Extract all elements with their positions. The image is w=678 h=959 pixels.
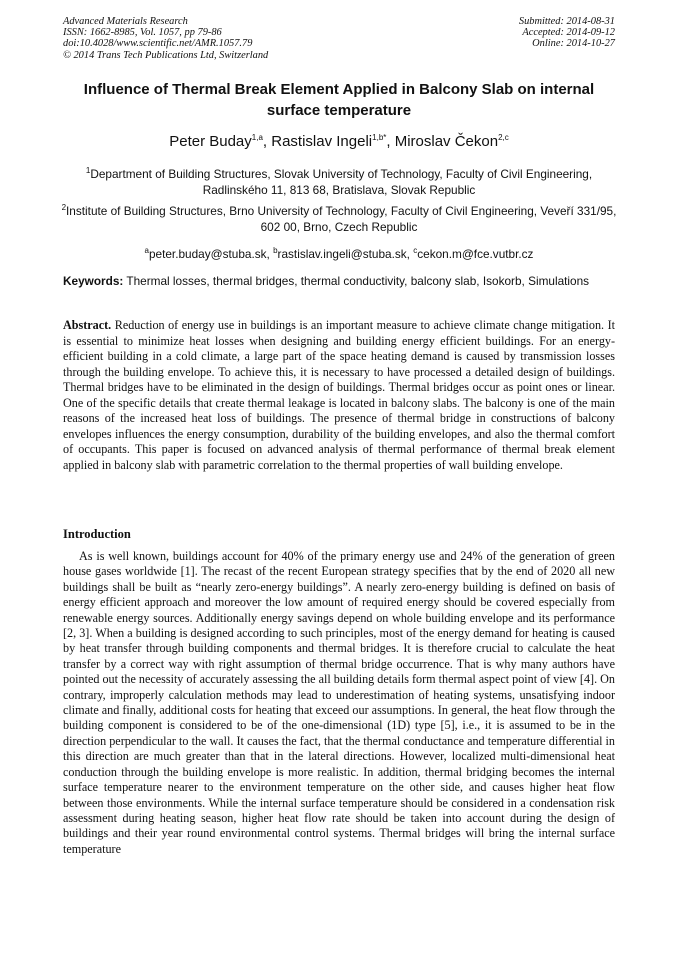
- author-name: Miroslav Čekon: [394, 133, 499, 150]
- accepted-date: Accepted: 2014-09-12: [522, 27, 615, 39]
- author-emails: [56, 246, 622, 262]
- submitted-date: Submitted: 2014-08-31: [518, 16, 615, 27]
- author-name: Rastislav Ingeli: [271, 133, 373, 150]
- issn-line: ISSN: 1662-8985, Vol. 1057, pp 79-86: [63, 27, 222, 39]
- email-mark: a: [144, 246, 149, 256]
- keywords-text: Thermal losses, thermal bridges, thermal conductivity, balcony slab, Isokorb, Simulations: [123, 274, 590, 288]
- keywords-section: [63, 273, 615, 289]
- journal-header-right: [519, 16, 615, 50]
- affiliation-number: 1: [85, 166, 91, 176]
- author-list: [56, 132, 622, 152]
- paper-title: Influence of Thermal Break Element Applied in Balcony Slab on internal surface temperature: [83, 81, 595, 119]
- author-separator: ,: [262, 133, 272, 150]
- affiliation-2: [60, 203, 618, 235]
- abstract-section: [63, 318, 615, 473]
- email-mark: b: [273, 246, 278, 256]
- introduction-body: As is well known, buildings account for 40% of the primary energy use and 24% of the generation of green house gases worldwide [1]. The recast of the recent European strategy specifies that by the end of 2020 all new buildings shall be built as “nearly zero-energy buildings”. A nearly zero-energy building is defined on basis of energy efficient approach and moreover the low amount of required energy should be covered especially from renewable energy sources. Additionally energy savings depend on whole building envelope and its performance [2, 3]. When a building is designed according to such principles, most of the energy demand for heating is caused by heat transfer through building components and thermal bridges. It is therefore crucial to calculate the heat transfer by a correct way with right assumption of thermal bridge occurrence. That is why many authors have pointed out the necessity of accurately assessing the all building details form thermal aspect point of view [4]. On contrary, improperly calculation methods may lead to underestimation of heating systems, unsatisfying indoor climate and finally, additional costs for heating that exceed our assumptions. In general, the heat flow through the building component is considered to be of the one-dimensional (1D) type [5], i.e., it is assumed to be in the direction perpendicular to the wall. It causes the fact, that the thermal conductance and temperature differential in this direction are much greater than that in the lateral directions. However, localized multi-dimensional heat conduction through the building envelope is more realistic. In addition, thermal bridging becomes the internal surface temperature nearer to the environment temperature on the other side, and causes higher heat flow between those environments. While the internal surface temperature should be considered in a condensation risk assessment during heating season, higher heat flow rate should be taken into account during the design of buildings and their year round environmental control systems. Thermal bridges will bring the internal surface temperature: [63, 549, 615, 856]
- author-name: Peter Buday: [169, 133, 252, 150]
- introduction-heading: Introduction: [63, 527, 131, 541]
- author-affiliation-mark: 1,a: [251, 133, 263, 142]
- online-date: Online: 2014-10-27: [532, 38, 615, 50]
- affiliation-number: 2: [61, 203, 67, 213]
- journal-name: Advanced Materials Research: [63, 16, 188, 27]
- doi-line: doi:10.4028/www.scientific.net/AMR.1057.79: [63, 38, 253, 50]
- affiliation-text: Institute of Building Structures, Brno University of Technology, Faculty of Civil Engineering, Veveří 331/95, 602 00, Brno, Czech Republic: [66, 204, 617, 234]
- email-address: peter.buday@stuba.sk,: [148, 247, 274, 261]
- keywords-label: Keywords:: [63, 274, 124, 288]
- author-affiliation-mark: 2,c: [498, 133, 509, 142]
- affiliation-1: [60, 166, 618, 198]
- email-address: cekon.m@fce.vutbr.cz: [417, 247, 534, 261]
- author-affiliation-mark: 1,b*: [372, 133, 387, 142]
- email-address: rastislav.ingeli@stuba.sk,: [277, 247, 414, 261]
- affiliation-text: Department of Building Structures, Slovak University of Technology, Faculty of Civil Engineering, Radlinského 11, 813 68, Bratislava, Slovak Republic: [90, 167, 593, 197]
- abstract-text: Reduction of energy use in buildings is an important measure to achieve climate change mitigation. It is essential to minimize heat losses when designing and building energy efficient buildings. For an energy-efficient building in a cold climate, a large part of the space heating demand is caused by transmission losses through the building envelope. To achieve this, it is necessary to have processed a detailed design of buildings. Thermal bridges have to be eliminated in the design of buildings. Thermal bridges occur as point ones or linear. One of the specific details that create thermal leakage is located in balcony slabs. The balcony is one of the main reasons of the increased heat loss of buildings. The presence of thermal bridge in constructions of balcony envelopes influences the energy consumption, durability of the building envelopes, and also the thermal comfort of occupants. This paper is focused on advanced analysis of thermal performance of thermal break element applied in balcony slab with parametric correlation to the thermal properties of wall building envelope.: [63, 318, 615, 472]
- abstract-label: Abstract.: [63, 318, 112, 332]
- email-mark: c: [413, 246, 418, 256]
- journal-header-left: [63, 16, 268, 61]
- author-separator: ,: [386, 133, 395, 150]
- copyright-line: © 2014 Trans Tech Publications Ltd, Switzerland: [63, 49, 269, 61]
